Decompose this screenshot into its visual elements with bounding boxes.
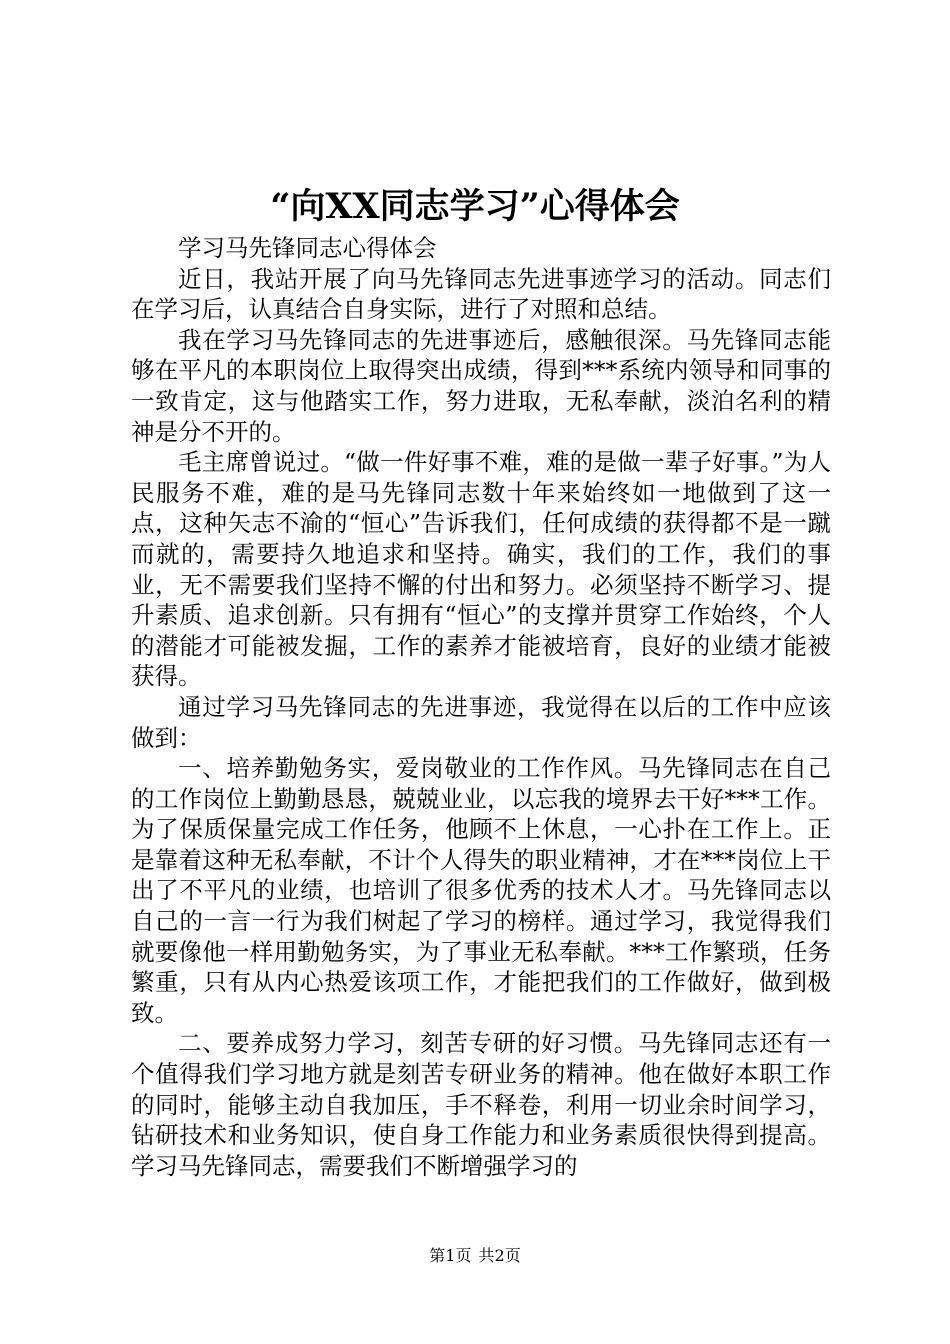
paragraph: 毛主席曾说过。“做一件好事不难，难的是做一辈子好事。”为人民服务不难，难的是马先锋同志数十年来始终如一地做到了这一点，这种矢志不渝的“恒心”告诉我们，任何成绩的获得都不是一蹴而就的，需要持久地追求和坚持。确实，我们的工作，我们的事业，无不需要我们坚持不懈的付出和努力。必须坚持不断学习、提升素质、追求创新。只有拥有“恒心”的支撑并贯穿工作始终，个人的潜能才可能被发掘，工作的素养才能被培育，良好的业绩才能被获得。 bbox=[131, 448, 831, 691]
page-number-footer: 第1页 共2页 bbox=[429, 1246, 521, 1265]
paragraph: 通过学习马先锋同志的先进事迹，我觉得在以后的工作中应该做到： bbox=[131, 692, 831, 752]
paragraph: 我在学习马先锋同志的先进事迹后，感触很深。马先锋同志能够在平凡的本职岗位上取得突出成绩，得到***系统内领导和同事的一致肯定，这与他踏实工作，努力进取，无私奉献，淡泊名利的精神是分不开的。 bbox=[131, 325, 831, 446]
paragraph-subtitle: 学习马先锋同志心得体会 bbox=[178, 234, 437, 262]
document-title: “向XX同志学习”心得体会 bbox=[270, 186, 680, 227]
paragraph: 二、要养成努力学习，刻苦专研的好习惯。马先锋同志还有一个值得我们学习地方就是刻苦专研业务的精神。他在做好本职工作的同时，能够主动自我加压，手不释卷，利用一切业余时间学习，钻研技术和业务知识，使自身工作能力和业务素质很快得到提高。学习马先锋同志，需要我们不断增强学习的 bbox=[131, 1029, 831, 1180]
paragraph: 一、培养勤勉务实，爱岗敬业的工作作风。马先锋同志在自己的工作岗位上勤勤恳恳，兢兢业业，以忘我的境界去干好***工作。为了保质保量完成工作任务，他顾不上休息，一心扑在工作上。正是靠着这种无私奉献，不计个人得失的职业精神，才在***岗位上干出了不平凡的业绩，也培训了很多优秀的技术人才。马先锋同志以自己的一言一行为我们树起了学习的榜样。通过学习，我觉得我们就要像他一样用勤勉务实，为了事业无私奉献。***工作繁琐，任务繁重，只有从内心热爱该项工作，才能把我们的工作做好，做到极致。 bbox=[131, 754, 831, 1027]
document-body bbox=[131, 233, 831, 1181]
paragraph: 近日，我站开展了向马先锋同志先进事迹学习的活动。同志们在学习后，认真结合自身实际，进行了对照和总结。 bbox=[131, 264, 831, 324]
